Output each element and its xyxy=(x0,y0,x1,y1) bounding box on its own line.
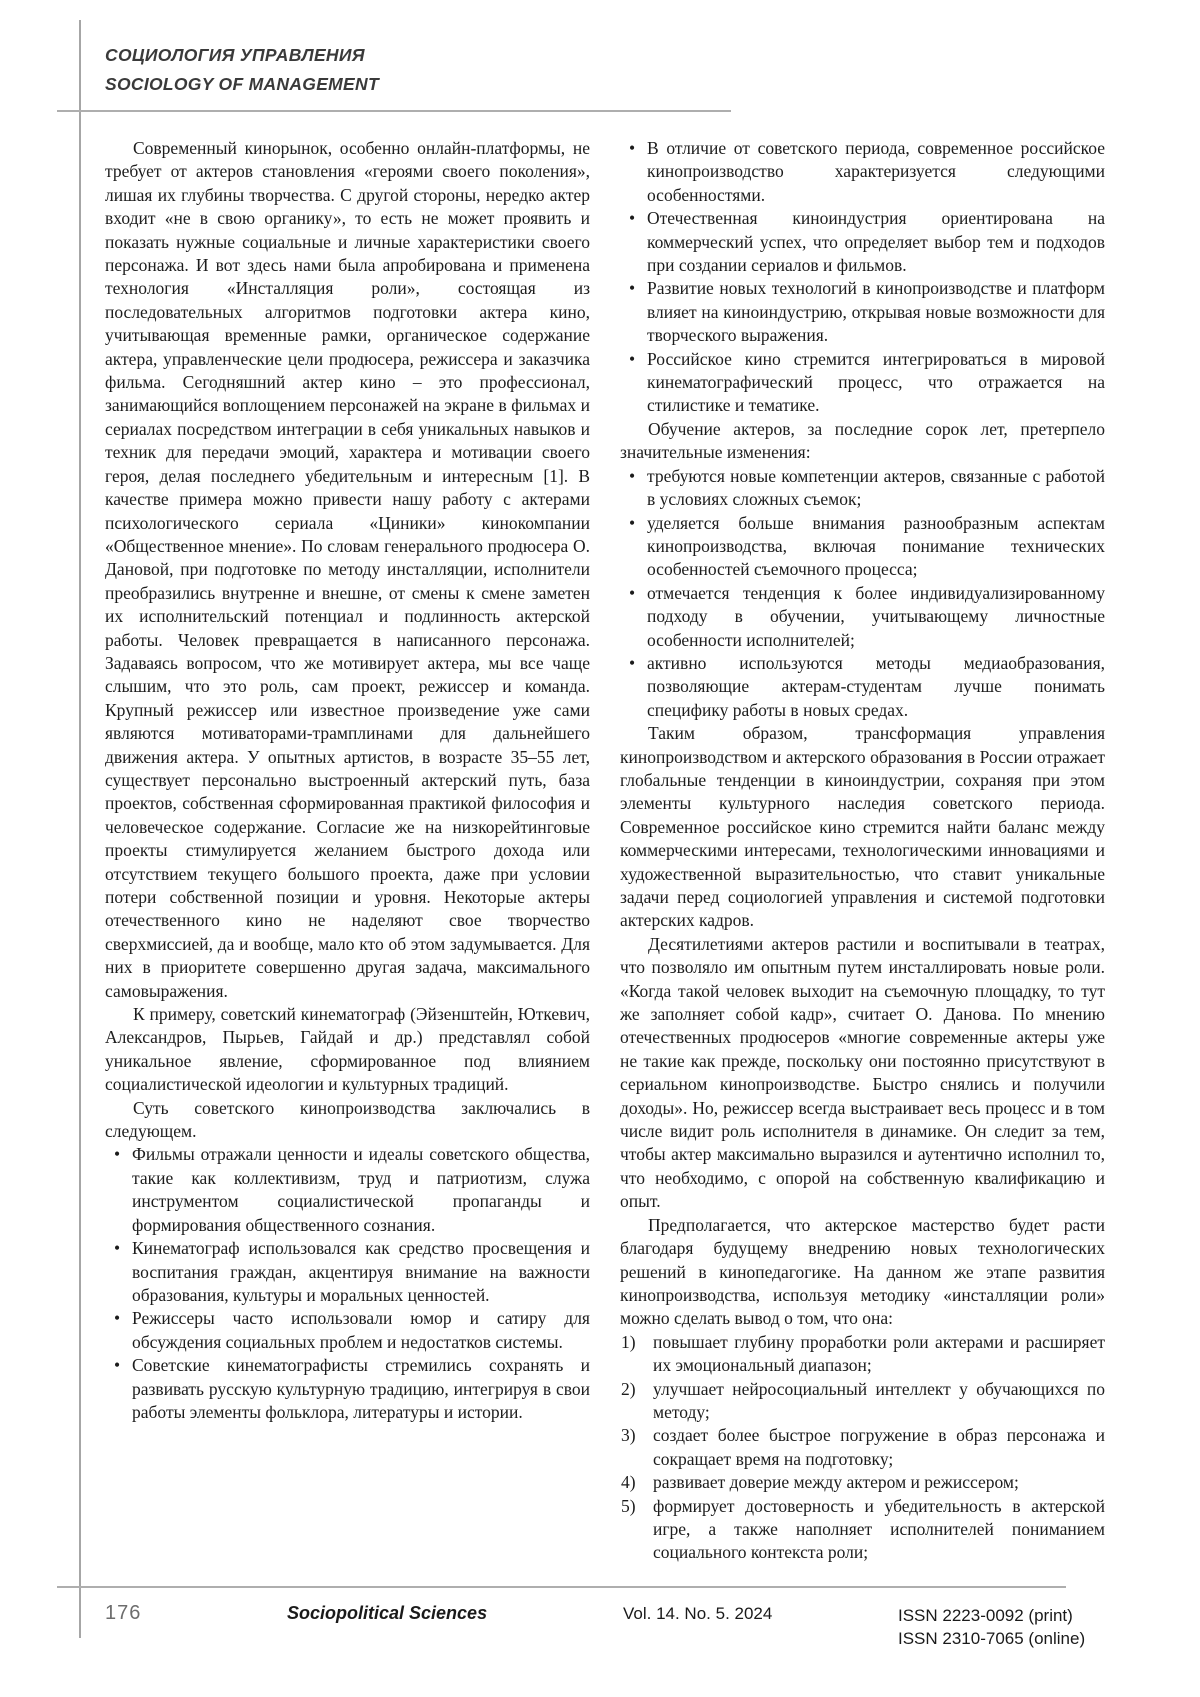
list-item xyxy=(620,277,1105,347)
list-item-text: улучшает нейросоциальный интеллект у обучающихся по методу; xyxy=(653,1378,1105,1422)
bullet-marker: • xyxy=(629,652,636,673)
paragraph: Таким образом, трансформация управления кинопроизводством и актерского образования в России отражает глобальные тенденции в киноиндустрии, сохраняя при этом элементы культурного наследия советского периода. Современное российское кино стремится найти баланс между коммерческими интересами, технологическими инновациями и художественной выразительностью, что ставит уникальные задачи перед социологией управления и системой подготовки актерских кадров. xyxy=(620,723,1105,931)
bullet-marker: • xyxy=(629,138,636,158)
article-body xyxy=(105,137,1105,1579)
numbered-list-item xyxy=(620,1331,1105,1378)
list-item-text: активно используются методы медиаобразования, позволяющие актерам-студентам лучше понимать специфику работы в новых средах. xyxy=(647,652,1105,720)
paragraph: Десятилетиями актеров растили и воспитывали в театрах, что позволяло им опытным путем инсталлировать новые роли. «Когда такой человек выходит на съемочную площадку, то тут же заполняет собой кадр», считает О. Данова. По мнению отечественных продюсеров «многие современные актеры уже не такие как прежде, поскольку они постоянно присутствуют в сериальном кинопроизводстве. Быстро снялись и получили доходы». Но, режиссер всегда выстраивает весь процесс и в том числе видит роль исполнителя в динамике. Он следит за тем, чтобы актер максимально выразился и аутентично исполнил то, что необходимо, с опорой на собственную квалификацию и опыт. xyxy=(620,933,1105,1212)
paragraph: Суть советского кинопроизводства заключались в следующем. xyxy=(105,1097,590,1142)
list-item-text: В отличие от советского периода, современное российское кинопроизводство характеризуется следующими особенностями. xyxy=(647,138,1105,205)
list-item-text: требуются новые компетенции актеров, связанные с работой в условиях сложных съемок; xyxy=(647,465,1105,510)
list-item-text: Режиссеры часто использовали юмор и сатиру для обсуждения социальных проблем и недостатков системы. xyxy=(132,1308,590,1352)
list-item-text: создает более быстрое погружение в образ персонажа и сокращает время на подготовку; xyxy=(653,1425,1105,1469)
numbered-list-item xyxy=(620,1471,1105,1494)
volume-info: Vol. 14. No. 5. 2024 xyxy=(623,1604,773,1623)
list-item xyxy=(105,1307,590,1354)
bullet-marker: • xyxy=(114,1355,121,1376)
left-margin-rule xyxy=(79,20,81,1638)
header-divider xyxy=(57,110,731,112)
list-item-text: уделяется больше внимания разнообразным аспектам кинопроизводства, включая понимание технических особенностей съемочного процесса; xyxy=(647,512,1105,580)
right-column xyxy=(620,137,1105,1579)
list-item-text: формирует достоверность и убедительность в актерской игре, а также наполняет исполнителей пониманием социального контекста роли; xyxy=(653,1495,1105,1563)
list-item-text: отмечается тенденция к более индивидуализированному подходу в обучении, учитывающему личностные особенности исполнителей; xyxy=(647,582,1105,650)
section-title-ru: СОЦИОЛОГИЯ УПРАВЛЕНИЯ xyxy=(105,45,365,65)
issn-online: ISSN 2310-7065 (online) xyxy=(898,1629,1086,1648)
numbered-list-item xyxy=(620,1378,1105,1425)
list-item-text: Фильмы отражали ценности и идеалы советского общества, такие как коллективизм, труд и патриотизм, служа инструментом социалистической пропаганды и формирования общественного сознания. xyxy=(132,1144,590,1235)
list-item-text: повышает глубину проработки роли актерами и расширяет их эмоциональный диапазон; xyxy=(653,1331,1105,1376)
left-column xyxy=(105,137,590,1579)
list-item xyxy=(105,1354,590,1424)
issn-print: ISSN 2223-0092 (print) xyxy=(898,1606,1073,1625)
paragraph: Обучение актеров, за последние сорок лет, претерпело значительные изменения: xyxy=(620,418,1105,463)
number-marker: 3) xyxy=(621,1425,636,1446)
numbered-list-item xyxy=(620,1495,1105,1565)
list-item xyxy=(620,348,1105,418)
bullet-marker: • xyxy=(114,1308,121,1329)
list-item-text: Отечественная киноиндустрия ориентирована на коммерческий успех, что определяет выбор тем и подходов при создании сериалов и фильмов. xyxy=(647,208,1105,276)
bullet-marker: • xyxy=(114,1238,121,1259)
bullet-marker: • xyxy=(629,512,636,533)
journal-title: Sociopolitical Sciences xyxy=(287,1603,488,1623)
number-marker: 4) xyxy=(621,1472,636,1493)
list-item-text: развивает доверие между актером и режиссером; xyxy=(653,1472,1019,1493)
bullet-marker: • xyxy=(114,1144,121,1165)
list-item-text: Российское кино стремится интегрироваться в мировой кинематографический процесс, что отражается на стилистике и тематике. xyxy=(647,348,1105,416)
list-item xyxy=(620,465,1105,512)
issn-block xyxy=(898,1604,1085,1650)
bullet-marker: • xyxy=(629,582,636,603)
list-item xyxy=(620,652,1105,722)
section-title-en: SOCIOLOGY OF MANAGEMENT xyxy=(105,74,379,94)
list-item xyxy=(620,582,1105,652)
paragraph: Предполагается, что актерское мастерство будет расти благодаря будущему внедрению новых технологических решений в кинопедагогике. На данном же этапе развития кинопроизводства, используя методику «инсталляции роли» можно сделать вывод о том, что она: xyxy=(620,1214,1105,1329)
page-number: 176 xyxy=(105,1602,142,1624)
bullet-marker: • xyxy=(629,348,636,369)
paragraph: К примеру, советский кинематограф (Эйзенштейн, Юткевич, Александров, Пырьев, Гайдай и др.) представлял собой уникальное явление, сформированное под влиянием социалистической идеологии и культурных традиций. xyxy=(105,1004,590,1095)
list-item xyxy=(620,512,1105,582)
bullet-marker: • xyxy=(629,465,636,486)
list-item xyxy=(620,207,1105,277)
number-marker: 1) xyxy=(621,1331,636,1352)
paragraph: Современный кинорынок, особенно онлайн-платформы, не требует от актеров становления «героями своего поколения», лишая их глубины творчества. С другой стороны, нередко актер входит «не в свою органику», то есть не может проявить и показать нужные социальные и личные характеристики своего персонажа. И вот здесь нами была апробирована и применена технология «Инсталляция роли», состоящая из последовательных алгоритмов подготовки актера кино, учитывающая временные рамки, органическое содержание актера, управленческие цели продюсера, режиссера и заказчика фильма. Сегодняшний актер кино – это профессионал, занимающийся воплощением персонажей на экране в фильмах и сериалах посредством интеграции в себя уникальных навыков и техник для передачи эмоций, характера и мотивации своего героя, делая последнего убедительным и интересным [1]. В качестве примера можно привести нашу работу с актерами психологического сериала «Циники» кинокомпании «Общественное мнение». По словам генерального продюсера О. Дановой, при подготовке по методу инсталляции, исполнители преобразились внутренне и внешне, от смены к смене заметен их исполнительский потенциал и подлинность актерской работы. Человек превращается в написанного персонажа. Задаваясь вопросом, что же мотивирует актера, мы все чаще слышим, что это роль, сам проект, режиссер и команда. Крупный режиссер или известное произведение уже сами являются мотиваторами-трамплинами для дальнейшего движения актера. У опытных артистов, в возрасте 35–55 лет, существует персонально выстроенный актерский путь, база проектов, собственная сформированная практикой философия и человеческое содержание. Согласие же на низкорейтинговые проекты стимулируется желанием быстрого дохода или отсутствием текущего большого проекта, даже при условии потери собственной позиции и уровня. Некоторые актеры отечественного кино не наделяют свое творчество сверхмиссией, да и вообще, мало кто об этом задумывается. Для них в приоритете совершенно другая задача, максимального самовыражения. xyxy=(105,138,590,1001)
list-item xyxy=(620,137,1105,207)
list-item-text: Кинематограф использовался как средство просвещения и воспитания граждан, акцентируя внимание на важности образования, культуры и моральных ценностей. xyxy=(132,1238,590,1305)
running-header xyxy=(105,41,379,99)
footer-divider xyxy=(57,1586,1066,1588)
number-marker: 5) xyxy=(621,1495,636,1516)
list-item-text: Развитие новых технологий в кинопроизводстве и платформ влияет на киноиндустрию, открывая новые возможности для творческого выражения. xyxy=(647,278,1105,346)
list-item xyxy=(105,1237,590,1307)
list-item-text: Советские кинематографисты стремились сохранять и развивать русскую культурную традицию, интегрируя в свои работы элементы фольклора, литературы и истории. xyxy=(132,1355,590,1422)
number-marker: 2) xyxy=(621,1378,636,1399)
bullet-marker: • xyxy=(629,278,636,299)
bullet-marker: • xyxy=(629,208,636,229)
list-item xyxy=(105,1143,590,1237)
numbered-list-item xyxy=(620,1424,1105,1471)
